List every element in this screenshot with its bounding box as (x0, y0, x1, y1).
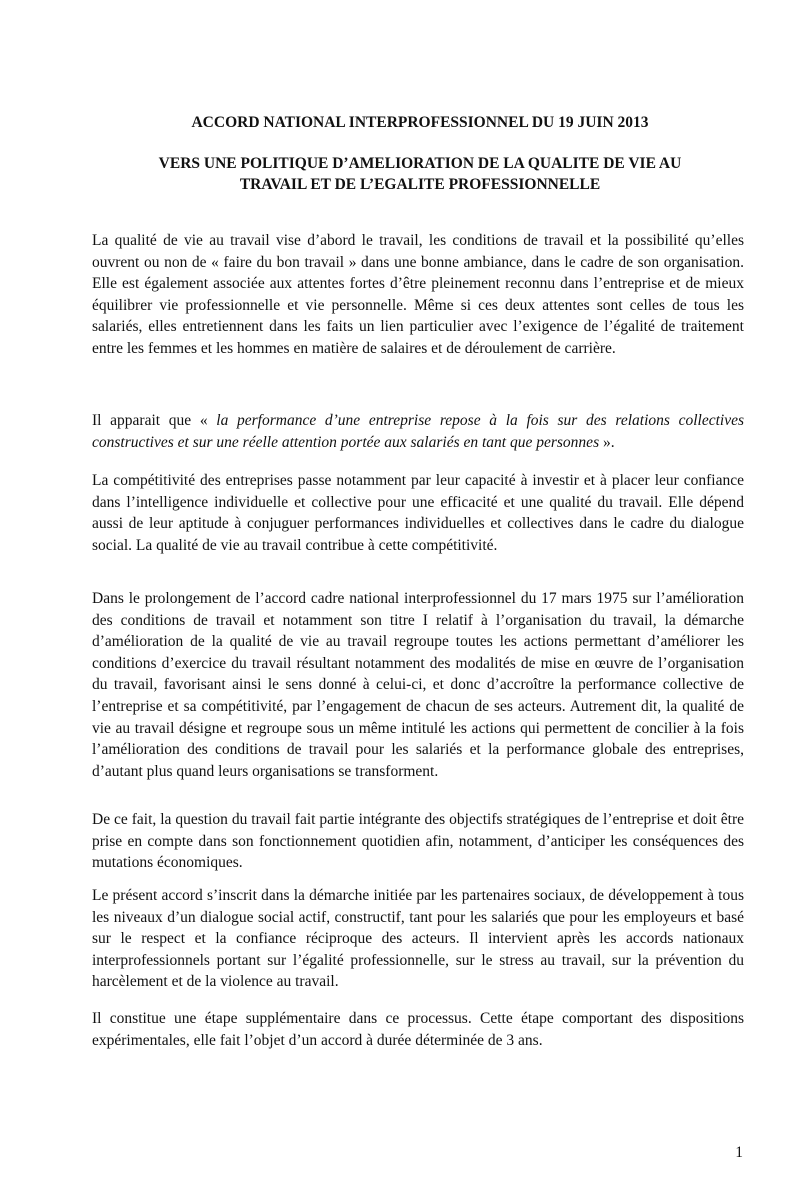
document-subtitle (90, 153, 750, 195)
quote-intro: Il apparait que « (92, 412, 217, 429)
document-title: ACCORD NATIONAL INTERPROFESSIONNEL DU 19 JUIN 2013 (191, 114, 649, 131)
paragraph-quality-of-work-life: La qualité de vie au travail vise d’abord le travail, les conditions de travail et la possibilité qu’elles ouvrent ou non de « faire du bon travail » dans une bonne ambiance, dans le cadre de son organisation. Elle est également associée aux attentes fortes d’être pleinement reconnu dans l’entreprise et de mieux équilibrer vie professionnelle et vie personnelle. Même si ces deux attentes sont celles de tous les salariés, elles entretiennent dans les faits un lien particulier avec l’exigence de l’égalité de traitement entre les femmes et les hommes en matière de salaires et de déroulement de carrière. (92, 232, 744, 357)
subtitle-line-2: TRAVAIL ET DE L’EGALITE PROFESSIONNELLE (239, 176, 601, 193)
paragraph-social-dialogue: Le présent accord s’inscrit dans la démarche initiée par les partenaires sociaux, de développement à tous les niveaux d’un dialogue social actif, constructif, tant pour les salariés que pour les employeurs et basé sur le respect et la confiance réciproque des acteurs. Il intervient après les accords nationaux interprofessionnels portant sur l’égalité professionnelle, sur le stress au travail, sur la prévention du harcèlement et de la violence au travail. (92, 887, 744, 991)
paragraph-competitiveness: La compétitivité des entreprises passe notamment par leur capacité à investir et à placer leur confiance dans l’intelligence individuelle et collective pour une efficacité et une qualité du travail. Elle dépend aussi de leur aptitude à conjuguer performances individuelles et collectives dans le cadre du dialogue social. La qualité de vie au travail contribue à cette compétitivité. (92, 472, 744, 554)
paragraph-framework-agreement: Dans le prolongement de l’accord cadre national interprofessionnel du 17 mars 1975 sur l’amélioration des conditions de travail et notamment son titre I relatif à l’organisation du travail, la démarche d’amélioration de la qualité de vie au travail regroupe toutes les actions permettant d’améliorer les conditions d’exercice du travail résultant notamment des modalités de mise en œuvre de l’organisation du travail, favorisant ainsi le sens donné à celui-ci, et donc d’accroître la performance collective de l’entreprise et sa compétitivité, par l’engagement de chacun de ses acteurs. Autrement dit, la qualité de vie au travail désigne et regroupe sous un même intitulé les actions qui permettent de concilier à la fois l’amélioration des conditions de travail pour les salariés et la performance globale des entreprises, d’autant plus quand leurs organisations se transforment. (92, 590, 744, 780)
paragraph-experimental-step: Il constitue une étape supplémentaire dans ce processus. Cette étape comportant des dispositions expérimentales, elle fait l’objet d’un accord à durée déterminée de 3 ans. (92, 1010, 744, 1049)
quote-end: ». (599, 433, 615, 451)
paragraph-strategic-objectives: De ce fait, la question du travail fait partie intégrante des objectifs stratégiques de l’entreprise et doit être prise en compte dans son fonctionnement quotidien afin, notamment, d’anticiper les conséquences des mutations économiques. (92, 811, 744, 872)
subtitle-line-1: VERS UNE POLITIQUE D’AMELIORATION DE LA QUALITE DE VIE AU (158, 155, 682, 172)
page-number: 1 (735, 1144, 743, 1161)
paragraph-performance-quote (92, 410, 744, 453)
quote-text: la performance d’une entreprise repose à la fois sur des relations collectives constructives et sur une réelle attention portée aux salariés en tant que personnes (92, 412, 744, 451)
